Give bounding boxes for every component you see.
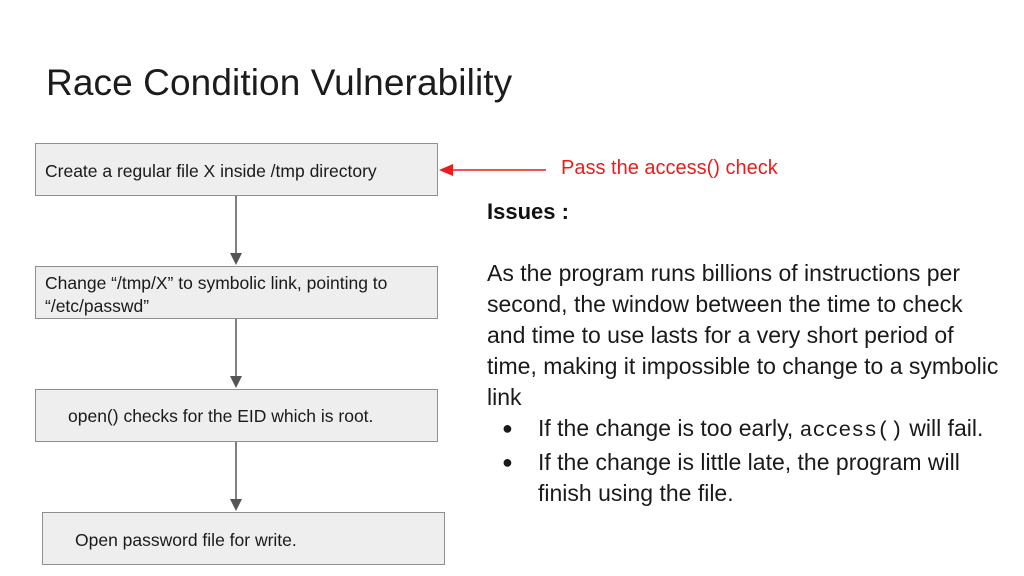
annotation-arrow bbox=[439, 164, 546, 176]
flow-step-open-write: Open password file for write. bbox=[42, 512, 445, 565]
issue-bullet-early bbox=[487, 413, 1007, 447]
issues-bullet-list bbox=[487, 413, 1007, 509]
access-check-annotation: Pass the access() check bbox=[561, 157, 778, 179]
issue-bullet-late bbox=[487, 447, 1007, 509]
access-code: access() bbox=[799, 419, 903, 443]
flow-arrow-2 bbox=[230, 319, 242, 388]
flow-step-symlink: Change “/tmp/X” to symbolic link, pointing to “/etc/passwd” bbox=[35, 266, 438, 319]
issue-bullet-text: will fail. bbox=[902, 415, 984, 441]
issues-body bbox=[487, 258, 1007, 509]
slide-title: Race Condition Vulnerability bbox=[46, 62, 513, 103]
issue-bullet-text: If the change is too early, bbox=[538, 415, 800, 441]
flow-arrow-3 bbox=[230, 442, 242, 511]
flow-arrow-1 bbox=[230, 196, 242, 265]
bullet-glyph: ● bbox=[502, 418, 513, 438]
bullet-glyph: ● bbox=[502, 452, 513, 472]
flow-step-create-file: Create a regular file X inside /tmp directory bbox=[35, 143, 438, 196]
flow-step-open-check: open() checks for the EID which is root. bbox=[35, 389, 438, 442]
issue-bullet-text: If the change is little late, the program will finish using the file. bbox=[538, 449, 960, 506]
issues-paragraph: As the program runs billions of instructions per second, the window between the time to check and time to use lasts for a very short period of time, making it impossible to change to a symbolic link bbox=[487, 260, 999, 410]
issues-heading: Issues : bbox=[487, 199, 569, 224]
